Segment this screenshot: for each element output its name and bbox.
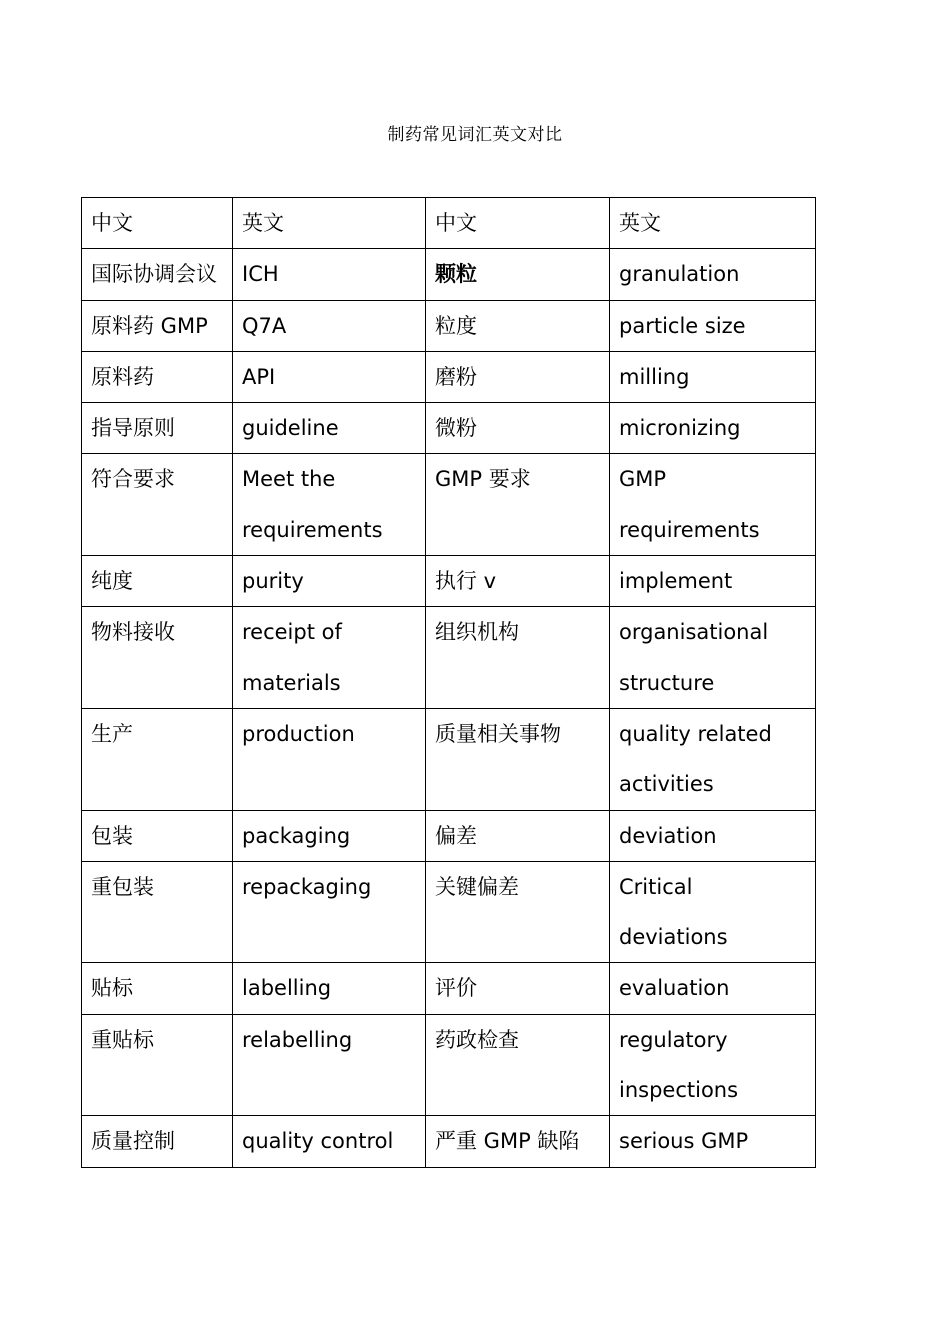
table-cell: 质量相关事物 <box>426 708 610 810</box>
table-cell: micronizing <box>610 403 816 454</box>
table-cell: granulation <box>610 249 816 300</box>
table-cell: 微粉 <box>426 403 610 454</box>
table-row <box>82 1014 816 1116</box>
table-cell: 执行 v <box>426 556 610 607</box>
table-cell: 符合要求 <box>82 454 233 556</box>
table-cell: 包装 <box>82 810 233 861</box>
table-row <box>82 249 816 300</box>
table-cell: 颗粒 <box>426 249 610 300</box>
table-cell: Meet the requirements <box>233 454 426 556</box>
table-cell: guideline <box>233 403 426 454</box>
table-cell: organisational structure <box>610 607 816 709</box>
table-cell: labelling <box>233 963 426 1014</box>
table-row <box>82 607 816 709</box>
table-cell: 贴标 <box>82 963 233 1014</box>
table-cell: GMP 要求 <box>426 454 610 556</box>
table-cell: production <box>233 708 426 810</box>
table-cell: 磨粉 <box>426 351 610 402</box>
table-cell: relabelling <box>233 1014 426 1116</box>
table-row <box>82 861 816 963</box>
table-row <box>82 1116 816 1167</box>
table-row <box>82 810 816 861</box>
table-row <box>82 556 816 607</box>
table-row <box>82 351 816 402</box>
table-cell: 质量控制 <box>82 1116 233 1167</box>
table-cell: implement <box>610 556 816 607</box>
table-cell: 重贴标 <box>82 1014 233 1116</box>
table-row <box>82 963 816 1014</box>
table-cell: receipt of materials <box>233 607 426 709</box>
table-cell: 评价 <box>426 963 610 1014</box>
table-cell: repackaging <box>233 861 426 963</box>
table-cell: ICH <box>233 249 426 300</box>
table-cell: evaluation <box>610 963 816 1014</box>
table-cell: particle size <box>610 300 816 351</box>
table-cell: milling <box>610 351 816 402</box>
table-row <box>82 403 816 454</box>
table-cell: 纯度 <box>82 556 233 607</box>
header-cell-chinese: 中文 <box>82 198 233 249</box>
table-cell: Critical deviations <box>610 861 816 963</box>
vocabulary-table <box>81 197 816 1168</box>
table-row <box>82 454 816 556</box>
table-cell: 粒度 <box>426 300 610 351</box>
table-cell: 严重 GMP 缺陷 <box>426 1116 610 1167</box>
table-cell: 重包装 <box>82 861 233 963</box>
table-cell: 偏差 <box>426 810 610 861</box>
header-cell-english: 英文 <box>233 198 426 249</box>
table-cell: regulatory inspections <box>610 1014 816 1116</box>
table-row <box>82 708 816 810</box>
table-cell: 国际协调会议 <box>82 249 233 300</box>
table-cell: deviation <box>610 810 816 861</box>
table-cell: 指导原则 <box>82 403 233 454</box>
table-header-row <box>82 198 816 249</box>
table-cell: 组织机构 <box>426 607 610 709</box>
table-cell: 关键偏差 <box>426 861 610 963</box>
table-cell: API <box>233 351 426 402</box>
table-cell: 物料接收 <box>82 607 233 709</box>
table-cell: 药政检查 <box>426 1014 610 1116</box>
table-cell: quality control <box>233 1116 426 1167</box>
table-cell: purity <box>233 556 426 607</box>
table-cell: 原料药 GMP <box>82 300 233 351</box>
table-cell: 原料药 <box>82 351 233 402</box>
table-cell: serious GMP <box>610 1116 816 1167</box>
header-cell-english: 英文 <box>610 198 816 249</box>
table-row <box>82 300 816 351</box>
table-cell: 生产 <box>82 708 233 810</box>
document-title: 制药常见词汇英文对比 <box>387 125 563 145</box>
table-cell: quality related activities <box>610 708 816 810</box>
header-cell-chinese: 中文 <box>426 198 610 249</box>
table-cell: GMP requirements <box>610 454 816 556</box>
table-cell: packaging <box>233 810 426 861</box>
table-cell: Q7A <box>233 300 426 351</box>
